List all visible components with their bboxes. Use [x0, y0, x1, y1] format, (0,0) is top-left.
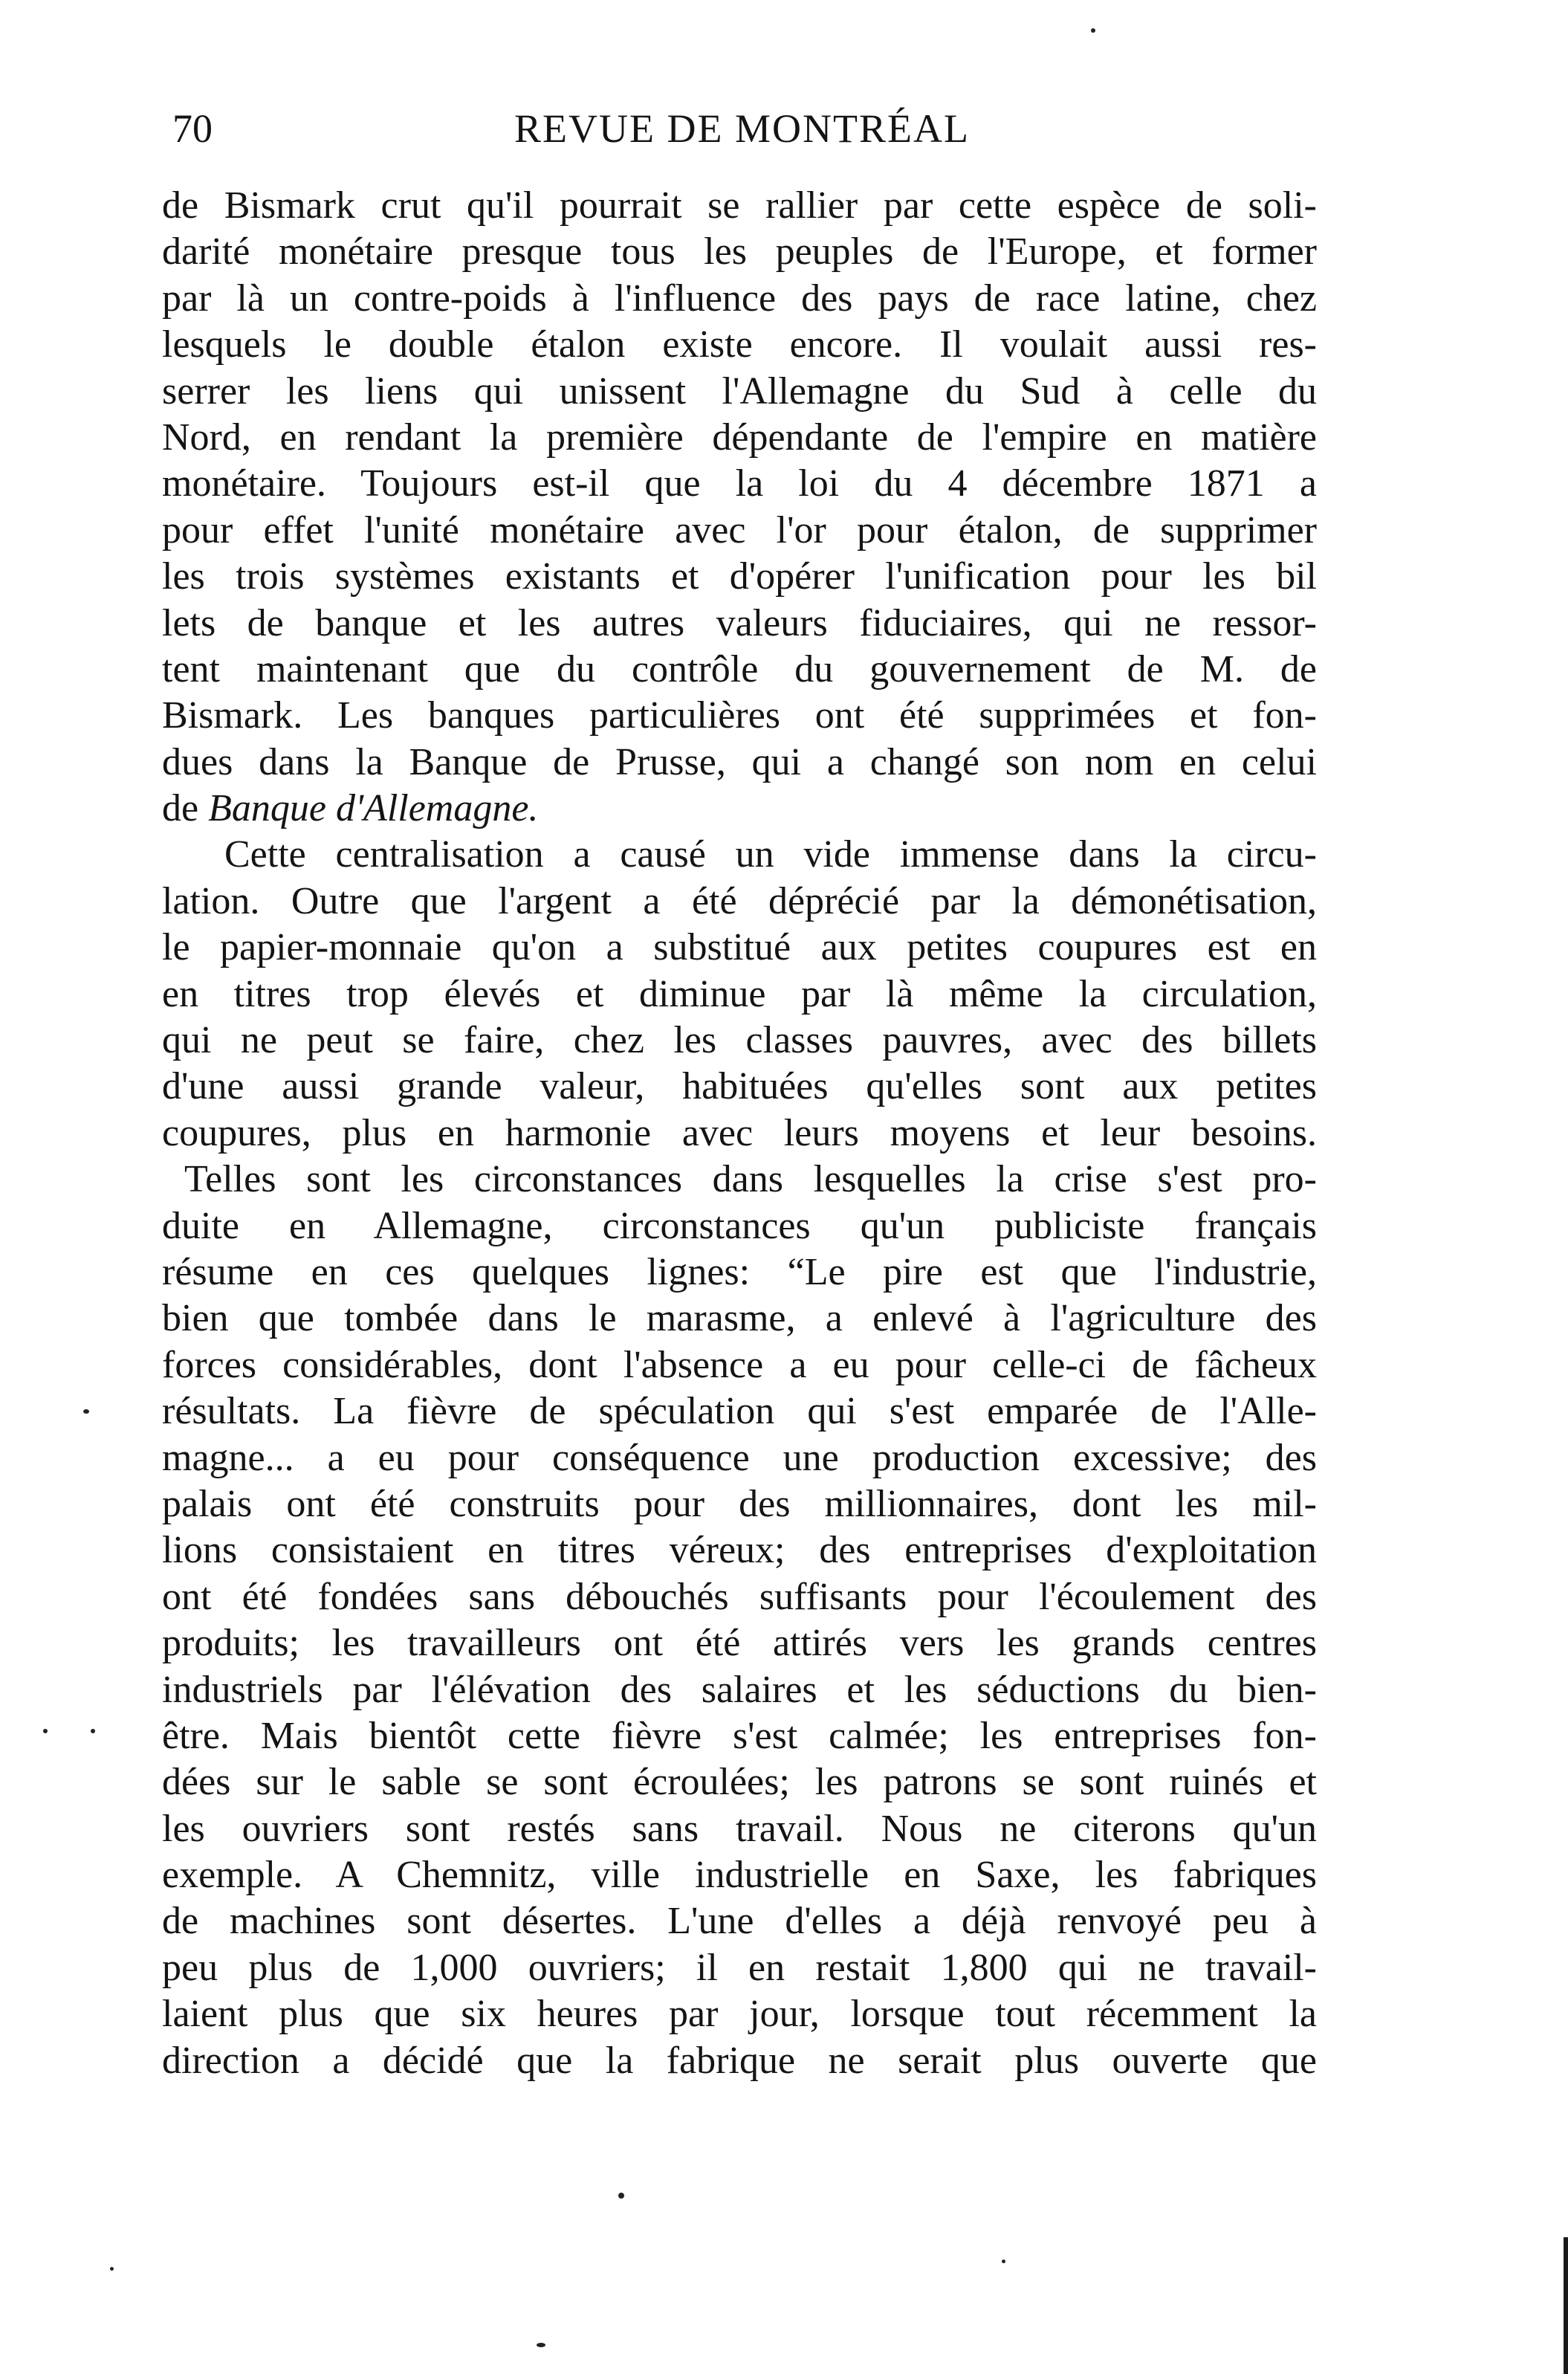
text-line: industriels par l'élévation des salaires et les séductions du bien- — [162, 1668, 1317, 1711]
scan-speck — [91, 1729, 95, 1733]
text-line-with-italic — [162, 786, 1317, 832]
text-line: de machines sont désertes. L'une d'elles a déjà renvoyé peu à — [162, 1900, 1317, 1943]
text-line: ont été fondées sans débouchés suffisants pour l'écoulement des — [162, 1575, 1317, 1618]
text-line-start: de — [162, 787, 209, 830]
paragraph-start: Telles sont les circonstances dans lesquelles la crise s'est pro- — [184, 1158, 1317, 1201]
text-line: Bismark. Les banques particulières ont été supprimées et fon- — [162, 694, 1317, 737]
page-edge-mark — [1564, 2237, 1568, 2374]
text-line: produits; les travailleurs ont été attirés vers les grands centres — [162, 1622, 1317, 1665]
paragraph-start: Cette centralisation a causé un vide immense dans la circu- — [224, 833, 1317, 876]
scan-speck — [537, 2343, 545, 2347]
scan-speck — [110, 2267, 114, 2271]
text-line: être. Mais bientôt cette fièvre s'est calmée; les entreprises fon- — [162, 1714, 1317, 1757]
scan-speck — [43, 1729, 48, 1733]
text-line: résultats. La fièvre de spéculation qui s'est emparée de l'Alle- — [162, 1390, 1317, 1433]
text-line: monétaire. Toujours est-il que la loi du 4 décembre 1871 a — [162, 462, 1317, 505]
text-line: qui ne peut se faire, chez les classes pauvres, avec des billets — [162, 1019, 1317, 1062]
text-line: les ouvriers sont restés sans travail. Nous ne citerons qu'un — [162, 1807, 1317, 1850]
text-line: laient plus que six heures par jour, lorsque tout récemment la — [162, 1993, 1317, 2036]
body-text — [162, 183, 1317, 2084]
text-line: serrer les liens qui unissent l'Allemagne du Sud à celle du — [162, 369, 1317, 413]
scan-speck — [83, 1409, 89, 1414]
page-number: 70 — [172, 106, 213, 151]
text-line: d'une aussi grande valeur, habituées qu'elles sont aux petites — [162, 1065, 1317, 1108]
text-line: les trois systèmes existants et d'opérer l'unification pour les bil — [162, 555, 1317, 598]
text-line: lation. Outre que l'argent a été déprécié par la démonétisation, — [162, 879, 1317, 922]
text-line: Nord, en rendant la première dépendante de l'empire en matière — [162, 415, 1317, 459]
text-line: lets de banque et les autres valeurs fiduciaires, qui ne ressor- — [162, 601, 1317, 644]
text-line: par là un contre-poids à l'influence des pays de race latine, chez — [162, 276, 1317, 320]
text-line: palais ont été construits pour des millionnaires, dont les mil- — [162, 1482, 1317, 1525]
text-line: lesquels le double étalon existe encore. Il voulait aussi res- — [162, 323, 1317, 366]
text-line: dées sur le sable se sont écroulées; les patrons se sont ruinés et — [162, 1761, 1317, 1804]
scan-speck — [618, 2193, 624, 2199]
scan-speck — [1002, 2260, 1005, 2263]
text-line: le papier-monnaie qu'on a substitué aux petites coupures est en — [162, 926, 1317, 969]
text-line: bien que tombée dans le marasme, a enlevé à l'agriculture des — [162, 1297, 1317, 1340]
text-line: coupures, plus en harmonie avec leurs moyens et leur besoins. — [162, 1111, 1317, 1154]
text-line: pour effet l'unité monétaire avec l'or pour étalon, de supprimer — [162, 508, 1317, 552]
text-line: de Bismark crut qu'il pourrait se rallier par cette espèce de soli- — [162, 184, 1317, 227]
running-title: REVUE DE MONTRÉAL — [514, 106, 970, 151]
text-line: dues dans la Banque de Prusse, qui a changé son nom en celui — [162, 740, 1317, 783]
text-line: forces considérables, dont l'absence a eu pour celle-ci de fâcheux — [162, 1343, 1317, 1386]
text-line: direction a décidé que la fabrique ne serait plus ouverte que — [162, 2039, 1317, 2082]
text-line: peu plus de 1,000 ouvriers; il en restait 1,800 qui ne travail- — [162, 1946, 1317, 1989]
text-line: tent maintenant que du contrôle du gouvernement de M. de — [162, 647, 1317, 690]
text-line: darité monétaire presque tous les peuples de l'Europe, et former — [162, 230, 1317, 274]
text-line: duite en Allemagne, circonstances qu'un publiciste français — [162, 1204, 1317, 1247]
text-line: en titres trop élevés et diminue par là même la circulation, — [162, 972, 1317, 1015]
scan-speck — [1091, 28, 1095, 33]
italic-phrase: Banque d'Allemagne. — [208, 787, 539, 830]
text-line: lions consistaient en titres véreux; des entreprises d'exploitation — [162, 1529, 1317, 1572]
page-header — [172, 103, 1317, 155]
text-line: résume en ces quelques lignes: “Le pire est que l'industrie, — [162, 1250, 1317, 1293]
text-line: exemple. A Chemnitz, ville industrielle en Saxe, les fabriques — [162, 1854, 1317, 1897]
text-line: magne... a eu pour conséquence une production excessive; des — [162, 1436, 1317, 1479]
